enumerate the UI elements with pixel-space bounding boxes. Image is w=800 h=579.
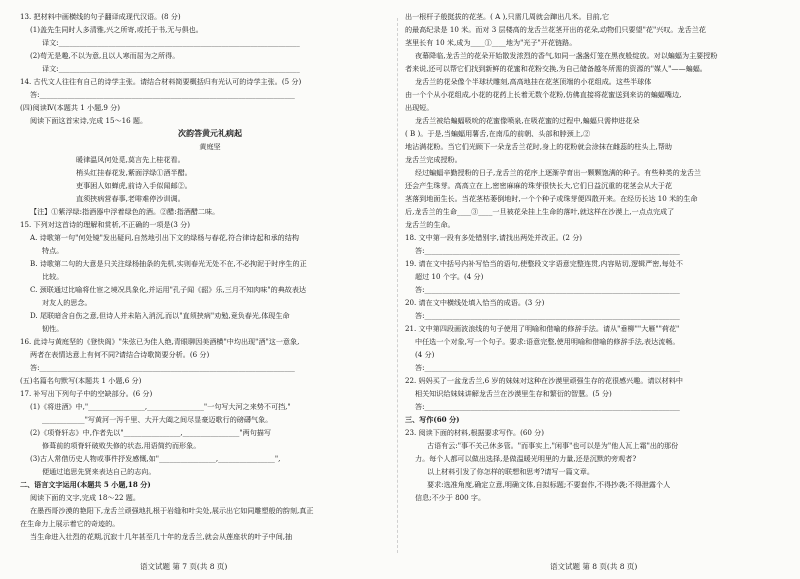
left-column-line: 答:________________________________________________________________________ bbox=[30, 363, 295, 372]
right-column-line: 经过蝙蝠辛勤授粉的日子,龙舌兰的花序上逐渐孕育出一颗颗饱满的种子。有些种类的龙舌兰 bbox=[415, 168, 702, 177]
right-column-line: 以上材料引发了你怎样的联想和思考?请写一篇文章。 bbox=[427, 467, 594, 476]
left-column-line: 在墨西哥沙漠的艳阳下,龙舌兰顽强地扎根于岩缝和叶尖处,展示出它如同雕塑般的韵刻,真正 bbox=[30, 506, 314, 515]
left-column-line: 特点。 bbox=[42, 246, 64, 255]
right-column-line: 相关知识给妹妹讲解龙舌兰在沙漠里生存和繁衍的智慧。(5 分) bbox=[415, 389, 612, 398]
left-column-line: D. 尾联暗含自伤之意,但诗人并未陷入消沉,而以"直须挟病"劝勉,竟负春光,体现生命 bbox=[30, 311, 290, 320]
right-column-line: 三、写作(60 分) bbox=[405, 415, 460, 424]
right-column-line: 龙舌兰的花朵像个半球状雕刻,高高地挂在花茎顶端的小花组成。这些半球体 bbox=[415, 77, 652, 86]
left-column-line: (3)古人常借历史人物或事件抒发感慨,如"________________,________________", bbox=[30, 454, 281, 463]
left-column-line: 韧性。 bbox=[42, 324, 64, 333]
left-column-line: (1)盖先生同时人多清雅,兴之所寄,或托于书,无与俱也。 bbox=[30, 25, 203, 34]
right-column-line: 答:________________________________________________________________________ bbox=[415, 363, 680, 372]
left-column-line: 阅读下面的文字,完成 18～22 题。 bbox=[30, 493, 140, 502]
right-column-line: 出现短。 bbox=[405, 103, 434, 112]
left-column-line: (1)《将进酒》中,"________________,________________"一句写大河之来势不可挡," bbox=[30, 402, 291, 411]
left-column-line: 修葺前的项脊轩破败失修的状态,用语简约而形象。 bbox=[42, 441, 201, 450]
left-column-line: 当生命进入壮烈的花期,沉寂十几年甚至几十年的龙舌兰,就会从莲座状的叶子中间,抽 bbox=[30, 532, 293, 541]
left-column-line: 13. 把材料中画横线的句子翻译成现代汉语。(8 分) bbox=[20, 12, 181, 21]
right-column bbox=[405, 10, 785, 555]
right-column-line: 出一根杆子般挺拔的花茎。( A ),只需几周就会蹿出几米。目前,它 bbox=[405, 12, 610, 21]
footer-page-7: 语文试题 第 7 页(共 8 页) bbox=[140, 562, 228, 571]
left-column-line: 直须挟病营春事,老啡难停沙训调。 bbox=[76, 194, 185, 203]
right-column-line: 夜幕降临,龙舌兰的花朵开始散发浓烈的香气,如同一盏盏灯笼在黑夜般绽放。对以蝙蝠为主要授粉 bbox=[415, 51, 718, 60]
right-column-line: 者来说,还可以帮它们找到新鲜的花蜜和花粉交换,为自己储备越冬所需的资源的"媒人"——蝙蝠。 bbox=[405, 64, 707, 73]
right-column-line: 答:________________________________________________________________________ bbox=[415, 246, 680, 255]
left-column-line: 15. 下列对这首诗的理解和赏析,不正确的一项是(3 分) bbox=[20, 220, 190, 229]
left-column-line: 对友人的思念。 bbox=[42, 298, 92, 307]
left-column-line: (五)名篇名句默写(本题共 1 小题,6 分) bbox=[20, 376, 142, 385]
right-column-line: 龙舌兰被给蝙蝠吸吮的花蜜像喷泉,在吸花蜜的过程中,蝙蝠只需伸进花朵 bbox=[415, 116, 640, 125]
left-column-line: (2)《项脊轩志》中,作者先以"________________,________________"两句描写 bbox=[30, 428, 271, 437]
left-column-line: 译文:____________________________________________________________________ bbox=[42, 38, 300, 47]
right-column-line: 茎里长有 10 米,成为____①____地为"光子"开花链路。 bbox=[405, 38, 577, 47]
right-column-line: 要求:选准角度,确定立意,明确文体,自拟标题;不要套作,不得抄袭;不得泄露个人 bbox=[427, 480, 671, 489]
left-column-line: 译文:____________________________________________________________________ bbox=[42, 64, 300, 73]
right-column-line: 的最高纪录是 10 米。而对 3 层楼高的龙舌兰花茎开出的花朵,动物们只要望"花"兴叹。龙舌兰花 bbox=[405, 25, 706, 34]
left-column-line: 答:________________________________________________________________________ bbox=[30, 90, 295, 99]
left-column-line: ____________"写黄河一泻千里、大开大阖之间尽显豪迈歌行的磅礴气象。 bbox=[42, 415, 273, 424]
left-column-line: C. 颈联通过比喻将仕宦之境况具象化,并运用"孔子闻《韶》乐,三月不知肉味"的典故表达 bbox=[30, 285, 307, 294]
right-column-line: 答:________________________________________________________________________ bbox=[415, 402, 680, 411]
footer-page-8: 语文试题 第 8 页(共 8 页) bbox=[550, 562, 638, 571]
left-column-line: 暖律温风何处觅,莫言先上桂花看。 bbox=[76, 155, 185, 164]
left-column-line: (2)苟无是趣,不以为意,且以人寒而屈为之所得。 bbox=[30, 51, 180, 60]
left-column-line: 吏事困人如蝉虎,前诗入手似闻邮②。 bbox=[76, 181, 192, 190]
left-column-line: 两者在表情达意上有何不同?请结合诗歌简要分析。(6 分) bbox=[30, 350, 210, 359]
right-column-line: (4 分) bbox=[415, 350, 435, 359]
right-column-line: 由一个个从小花组成,小花的花药上长着无数个花粉,仿佛直接将花蜜送到来访的蝙蝠嘴边, bbox=[405, 90, 682, 99]
left-column-line: 梢头红挂春花发,紫面浮绿①酒半醋。 bbox=[76, 168, 192, 177]
column-divider bbox=[397, 18, 398, 553]
right-column-line: 力。每个人都可以做出选择,是做温暖光明里的力量,还是沉默的旁观者? bbox=[415, 454, 637, 463]
left-column-line: 阅读下面这首宋诗,完成 15～16 题。 bbox=[30, 116, 148, 125]
right-column-line: 地沾满花粉。当它们光顾下一朵龙舌兰花时,身上的花粉就会涂抹在雌蕊的柱头上,帮助 bbox=[405, 142, 672, 151]
left-column-line: 二、语言文字运用(本题共 5 小题,18 分) bbox=[20, 480, 151, 489]
left-column-line: 在生命力上展示着它的奇迹的。 bbox=[20, 519, 120, 528]
right-column-line: 19. 请在文中括号内补写恰当的语句,使整段文字语意完整连贯,内容贴切,逻辑严密,每处不 bbox=[405, 259, 683, 268]
right-column-line: 20. 请在文中横线处填入恰当的成语。(3 分) bbox=[405, 298, 545, 307]
right-column-line: 龙舌兰的生命。 bbox=[405, 220, 455, 229]
left-column-line: A. 诗歌第一句"何处镜"发出疑问,自然地引出下文的绿杨与春花,符合律诗起和承的结构 bbox=[30, 233, 299, 242]
left-column-line: 14. 古代文人往往有自己的诗学主张。请结合材料简要概括归有光认可的诗学主张。(5 分) bbox=[20, 77, 302, 86]
right-column-line: 中任选一个对象,写一个句子。要求:语意完整,使用明喻和借喻的修辞手法,表达流畅。 bbox=[415, 337, 680, 346]
right-column-line: 信息;不少于 800 字。 bbox=[415, 493, 486, 502]
right-column-line: 茎落到地面生长。当花茎枯萎倒地时,一个个种子或珠芽便四散开来。在经历长达 10 米的生命 bbox=[405, 194, 698, 203]
right-column-line: 超过 10 个字。(4 分) bbox=[415, 272, 484, 281]
right-column-line: 后,龙舌兰的生命____③____一旦被花朵挂上生命的落叶,就这样在沙漠上,一点点完成了 bbox=[405, 207, 675, 216]
right-column-line: 23. 阅读下面的材料,根据要求写作。(60 分) bbox=[405, 428, 545, 437]
right-column-line: 答:________________________________________________________________________ bbox=[415, 285, 680, 294]
left-column-line: 【注】①紫浮绿:指酒器中浮着绿色的酒。②醋:指酒醋二味。 bbox=[30, 207, 220, 216]
left-column-line: 17. 补写出下列句子中的空缺部分。(6 分) bbox=[20, 389, 153, 398]
left-column-line: (四)阅读Ⅳ(本题共 1 小题,9 分) bbox=[20, 103, 121, 112]
right-column-line: 古语有云:"事不关己休多管。"而事实上,"闲事"也可以是为"他人瓦上霜"出的那份 bbox=[427, 441, 679, 450]
right-column-line: 龙舌兰完成授粉。 bbox=[405, 155, 462, 164]
left-column-line: 16. 此诗与黄庭坚的《登快阁》"朱弦已为佳人绝,青眼聊因美酒横"中均出现"酒"这一意象, bbox=[20, 337, 300, 346]
left-column-line: B. 诗歌第二句的大意是只关注绿杨抽条的先机,实则春光无处不在,不必拘泥于时序生的正 bbox=[30, 259, 307, 268]
left-column-line: 次韵答黄元礼病起 bbox=[178, 128, 242, 138]
right-column-line: 18. 文中第一段有多处错别字,请找出两处并改正。(2 分) bbox=[405, 233, 583, 242]
left-column bbox=[20, 10, 400, 555]
right-column-line: 还会产生珠芽。高高立在上,密密麻麻的珠芽很快长大,它们日益沉重的花茎会从大于花 bbox=[405, 181, 672, 190]
left-column-line: 黄庭坚 bbox=[199, 142, 221, 151]
right-column-line: 22. 妈妈买了一盆龙舌兰,6 岁的妹妹对这种在沙漠里顽强生存的花很感兴趣。请以材料中 bbox=[405, 376, 683, 385]
left-column-line: 便通过追思先贤来表达自己的志向。 bbox=[42, 467, 156, 476]
right-column-line: 答:________________________________________________________________________ bbox=[415, 311, 680, 320]
right-column-line: 21. 文中第四段画波浪线的句子使用了明喻和借喻的修辞手法。请从"垂柳""大雁""荷花" bbox=[405, 324, 680, 333]
right-column-line: ( B )。于是,当蝙蝠用薯舌,在南瓜的前朝、头部和脖颈上,② bbox=[405, 129, 591, 138]
left-column-line: 比较。 bbox=[42, 272, 64, 281]
